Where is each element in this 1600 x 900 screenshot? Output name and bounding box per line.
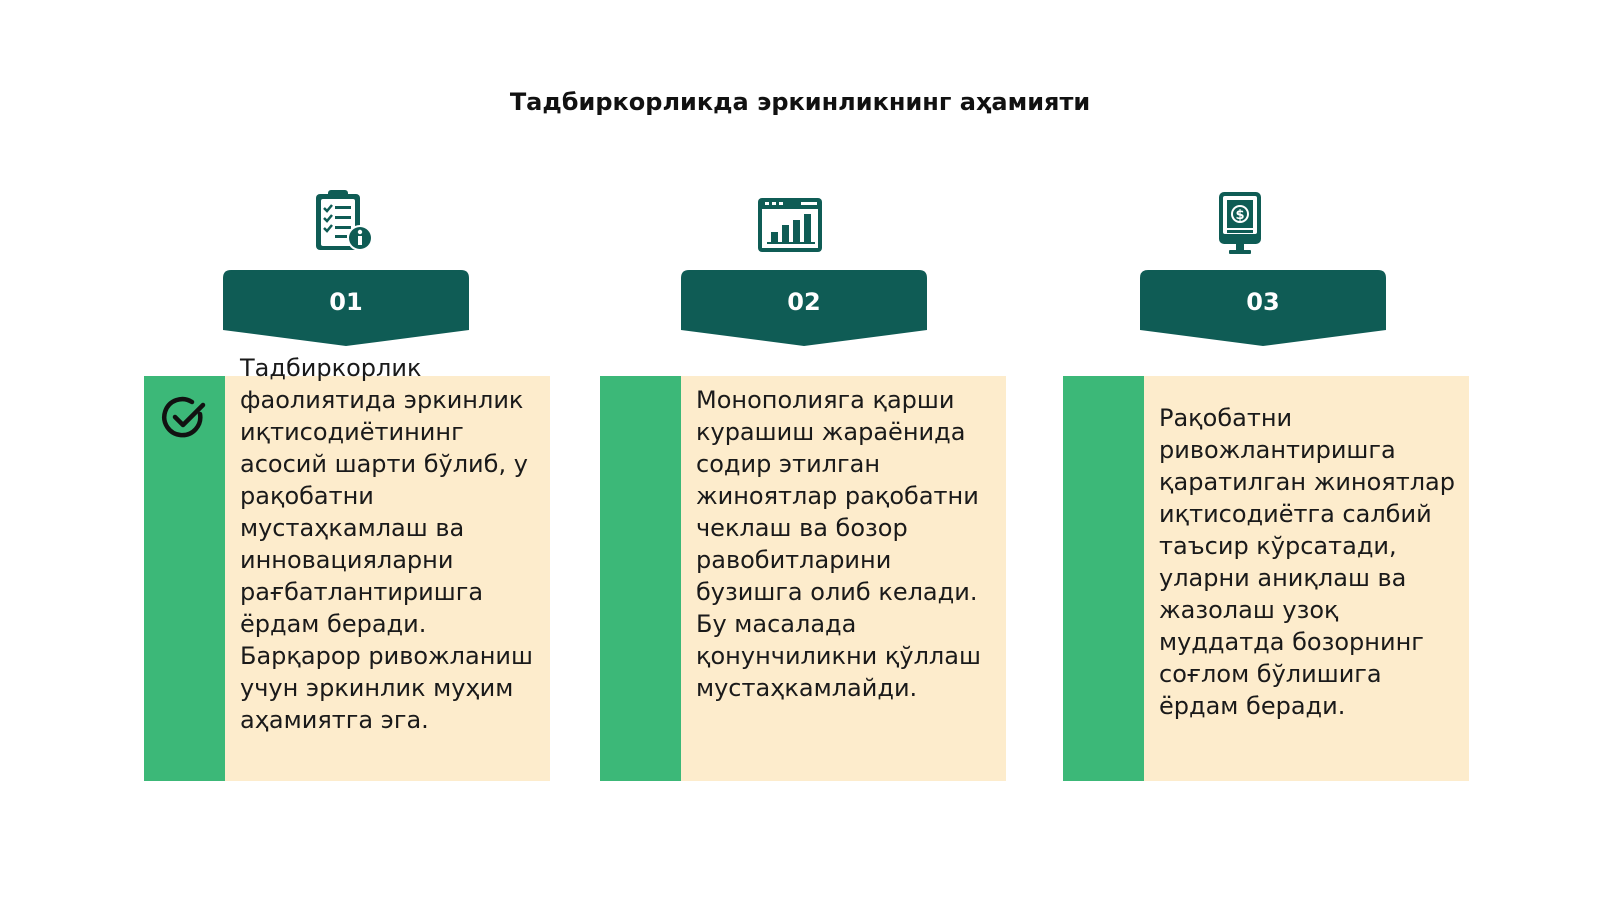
step-number: 02 — [787, 288, 821, 316]
step-card-02 — [600, 376, 1006, 781]
monitor-dollar-icon — [1205, 188, 1275, 258]
page-title: Тадбиркорликда эркинликнинг аҳамияти — [509, 88, 1091, 116]
accent-bar — [600, 376, 681, 781]
accent-bar — [1063, 376, 1144, 781]
step-banner-02 — [681, 270, 927, 346]
step-description: Монополияга қарши курашиш жараёнида содир этилган жиноятлар рақобатни чеклаш ва бозор равобитларини бузишга олиб келади. Бу масалада қонунчиликни қўллаш мустаҳкамлайди. — [696, 386, 981, 702]
step-banner-03 — [1140, 270, 1386, 346]
step-number: 01 — [329, 288, 363, 316]
step-banner-01 — [223, 270, 469, 346]
svg-text:$: $ — [1235, 208, 1245, 223]
step-card-03 — [1063, 376, 1469, 781]
clipboard-checklist-info-icon — [310, 188, 380, 258]
step-card-01 — [144, 354, 550, 781]
check-circle-icon — [160, 394, 208, 442]
step-number: 03 — [1246, 288, 1280, 316]
browser-bar-chart-icon — [755, 190, 825, 260]
step-description: Рақобатни ривожлантиришга қаратилган жиноятлар иқтисодиётга салбий таъсир кўрсатади, уларни аниқлаш ва жазолаш узоқ муддатда бозорнинг соғлом бўлишига ёрдам беради. — [1159, 404, 1455, 720]
accent-bar — [144, 376, 225, 781]
step-description: Тадбиркорлик фаолиятида эркинлик иқтисодиётининг асосий шарти бўлиб, у рақобатни мустаҳкамлаш ва инновацияларни рағбатлантиришга ёрдам беради. Барқарор ривожланиш учун эркинлик муҳим аҳамиятга эга. — [240, 354, 533, 734]
